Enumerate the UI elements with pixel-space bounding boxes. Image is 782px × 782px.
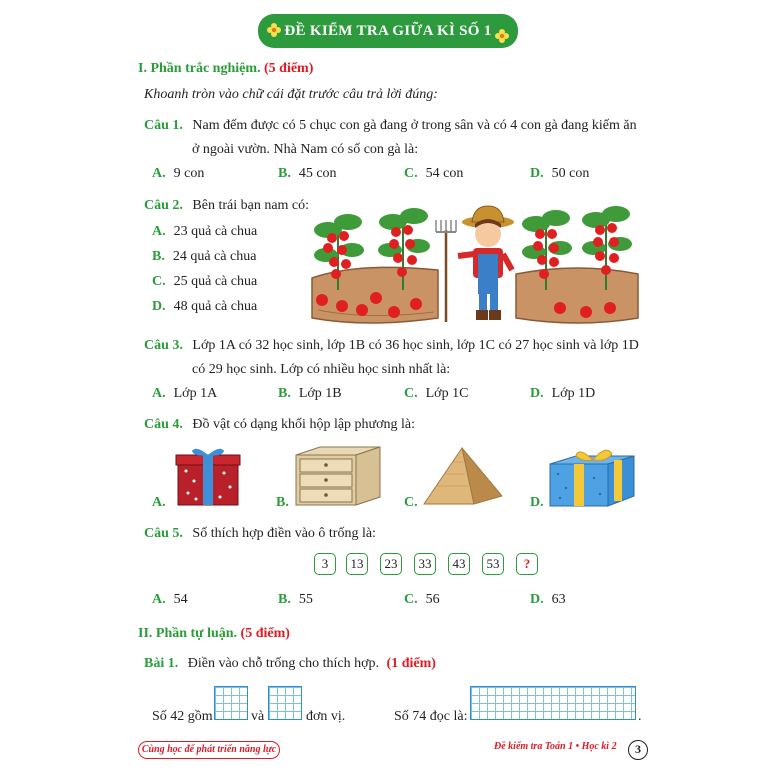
sequence-box: 33 [414,553,436,575]
tomato-garden-illustration [298,200,643,330]
option-a[interactable]: A. Lớp 1A [152,386,218,401]
page-title-text: ĐỀ KIỂM TRA GIỮA KÌ SỐ 1 [284,23,492,39]
sequence-box: 53 [482,553,504,575]
question-text: có 29 học sinh. Lớp có nhiều học sinh nhất là: [192,362,451,377]
page-number: 3 [628,740,648,760]
question-1 [144,117,637,135]
question-label: Câu 1. [144,118,183,133]
drawer-cabinet-icon [292,445,382,507]
exercise-text: Điền vào chỗ trống cho thích hợp. [187,656,380,671]
option-d[interactable]: D. 50 con [530,166,590,181]
page-title [258,14,518,48]
question-text: Số thích hợp điền vào ô trống là: [192,526,376,541]
option-a[interactable]: A. [152,495,166,510]
footer-book-title: Đề kiểm tra Toán 1 [494,741,574,752]
option-a[interactable]: A. 9 con [152,166,205,181]
footer-semester: Học kì 2 [581,741,617,752]
question-text: Lớp 1A có 32 học sinh, lớp 1B có 36 học sinh, lớp 1C có 27 học sinh và lớp 1D [192,338,639,353]
footer-slogan: Cùng học để phát triển năng lực [138,741,280,759]
option-c[interactable]: C. 54 con [404,166,464,181]
question-text: Nam đếm được có 5 chục con gà đang ở trong sân và có 4 con gà đang kiếm ăn [192,118,637,133]
exercise-1 [144,655,436,673]
answer-grid-reading[interactable] [470,686,636,720]
exercise-label: Bài 1. [144,656,179,671]
answer-grid-tens[interactable] [214,686,248,720]
question-label: Câu 2. [144,198,183,213]
sequence-box: 43 [448,553,470,575]
option-b[interactable]: B. [276,495,289,510]
part2-heading [138,625,290,643]
question-2 [144,197,309,215]
sequence-box: 13 [346,553,368,575]
part2-points: (5 điểm) [240,626,290,641]
part2-title: II. Phần tự luận. [138,626,238,641]
fill-text: và [251,709,265,724]
fill-text: Số 74 đọc là: [394,709,468,724]
option-a[interactable]: A. 54 [152,592,188,607]
footer-book-info [494,741,617,752]
option-c[interactable]: C. 56 [404,592,440,607]
question-4 [144,416,415,434]
flower-icon [494,28,510,44]
answer-grid-units[interactable] [268,686,302,720]
option-c[interactable]: C. 25 quả cà chua [152,274,258,289]
part1-heading [138,60,313,78]
question-5 [144,525,376,543]
sequence-box: 3 [314,553,336,575]
sequence-answer-box[interactable]: ? [516,553,538,575]
option-d[interactable]: D. [530,495,544,510]
question-label: Câu 3. [144,338,183,353]
flower-icon [266,22,282,38]
option-b[interactable]: B. 55 [278,592,313,607]
option-c[interactable]: C. [404,495,418,510]
option-d[interactable]: D. 63 [530,592,566,607]
option-b[interactable]: B. 45 con [278,166,337,181]
fill-text: . [638,709,642,724]
option-d[interactable]: D. 48 quả cà chua [152,299,258,314]
option-c[interactable]: C. Lớp 1C [404,386,469,401]
option-b[interactable]: B. 24 quả cà chua [152,249,257,264]
question-text: Đồ vật có dạng khối hộp lập phương là: [192,417,416,432]
farmer-boy-icon [436,206,514,322]
part1-title: I. Phần trắc nghiệm. [138,61,261,76]
gift-box-icon [174,445,242,507]
blue-gift-box-icon [548,448,636,508]
fill-text: Số 42 gồm [152,709,213,724]
pyramid-icon [422,446,504,506]
sequence-box: 23 [380,553,402,575]
question-label: Câu 4. [144,417,183,432]
option-d[interactable]: D. Lớp 1D [530,386,596,401]
part1-points: (5 điểm) [264,61,314,76]
fill-text: đơn vị. [306,709,346,724]
question-3 [144,337,639,355]
question-label: Câu 5. [144,526,183,541]
option-b[interactable]: B. Lớp 1B [278,386,342,401]
question-text: Bên trái bạn nam có: [192,198,310,213]
instruction-text: Khoanh tròn vào chữ cái đặt trước câu trả lời đúng: [144,87,438,102]
exercise-points: (1 điểm) [386,656,436,671]
question-text: ở ngoài vườn. Nhà Nam có số con gà là: [192,142,419,157]
footer-bullet: • [575,741,580,752]
option-a[interactable]: A. 23 quả cà chua [152,224,258,239]
